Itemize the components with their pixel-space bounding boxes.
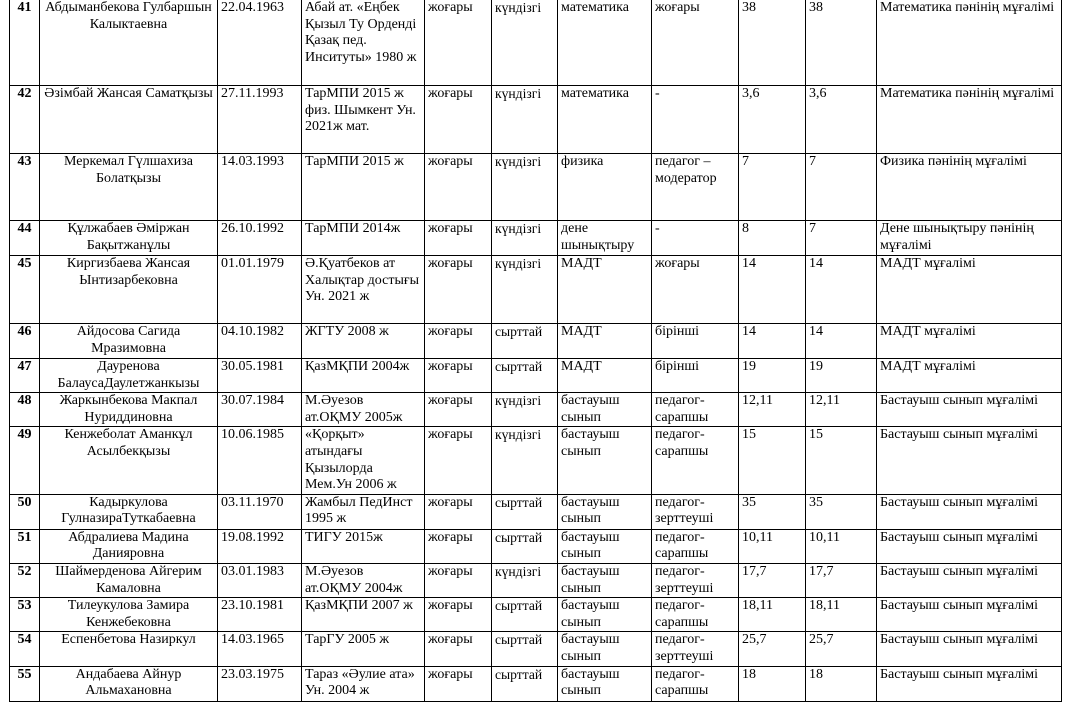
cell-study-form: күндізгі <box>492 221 558 256</box>
cell-birth-date: 30.05.1981 <box>218 359 302 393</box>
cell-row-number: 53 <box>10 598 40 632</box>
cell-pedagogical-experience: 15 <box>806 427 877 494</box>
cell-pedagogical-experience: 35 <box>806 494 877 529</box>
cell-education-level: жоғары <box>425 256 492 324</box>
cell-education: «Қорқыт» атындағы Қызылорда Мем.Ун 2006 ж <box>302 427 425 494</box>
cell-category: педагог-зерттеуші <box>652 563 739 597</box>
cell-education-level: жоғары <box>425 632 492 666</box>
cell-total-experience: 18,11 <box>739 598 806 632</box>
cell-education-level: жоғары <box>425 154 492 221</box>
table-row <box>10 359 1062 393</box>
cell-total-experience: 35 <box>739 494 806 529</box>
cell-total-experience: 3,6 <box>739 86 806 154</box>
cell-full-name: Кадыркулова ГулназираТуткабаевна <box>40 494 218 529</box>
cell-education: ТарМПИ 2015 ж физ. Шымкент Ун. 2021ж мат. <box>302 86 425 154</box>
cell-study-form: күндізгі <box>492 256 558 324</box>
cell-pedagogical-experience: 7 <box>806 154 877 221</box>
staff-table-body <box>10 0 1062 701</box>
cell-birth-date: 10.06.1985 <box>218 427 302 494</box>
cell-education-level: жоғары <box>425 427 492 494</box>
cell-education: ТарМПИ 2015 ж <box>302 154 425 221</box>
cell-row-number: 41 <box>10 0 40 86</box>
cell-birth-date: 23.03.1975 <box>218 666 302 701</box>
cell-category: - <box>652 221 739 256</box>
cell-pedagogical-experience: 25,7 <box>806 632 877 666</box>
cell-education-level: жоғары <box>425 324 492 359</box>
cell-education-level: жоғары <box>425 393 492 427</box>
cell-birth-date: 26.10.1992 <box>218 221 302 256</box>
cell-category: педагог-сарапшы <box>652 393 739 427</box>
cell-category: педагог-сарапшы <box>652 529 739 563</box>
cell-position: Бастауыш сынып мұғалімі <box>877 563 1062 597</box>
cell-category: педагог-сарапшы <box>652 666 739 701</box>
cell-category: жоғары <box>652 0 739 86</box>
cell-specialty: бастауыш сынып <box>558 494 652 529</box>
cell-education-level: жоғары <box>425 359 492 393</box>
cell-full-name: Дауренова БалаусаДаулетжанкызы <box>40 359 218 393</box>
cell-full-name: Киргизбаева Жансая Ынтизарбековна <box>40 256 218 324</box>
cell-education: ТарМПИ 2014ж <box>302 221 425 256</box>
cell-specialty: бастауыш сынып <box>558 529 652 563</box>
cell-total-experience: 15 <box>739 427 806 494</box>
table-row <box>10 221 1062 256</box>
cell-birth-date: 14.03.1965 <box>218 632 302 666</box>
cell-total-experience: 8 <box>739 221 806 256</box>
table-row <box>10 529 1062 563</box>
cell-category: педагог-сарапшы <box>652 427 739 494</box>
cell-education: М.Әуезов ат.ОҚМУ 2004ж <box>302 563 425 597</box>
cell-position: Бастауыш сынып мұғалімі <box>877 632 1062 666</box>
cell-pedagogical-experience: 7 <box>806 221 877 256</box>
cell-birth-date: 03.01.1983 <box>218 563 302 597</box>
cell-category: педагог-зерттеуші <box>652 632 739 666</box>
cell-education-level: жоғары <box>425 494 492 529</box>
cell-full-name: Кенжеболат Аманкұл Асылбекқызы <box>40 427 218 494</box>
cell-study-form: сырттай <box>492 666 558 701</box>
cell-education: ЖГТУ 2008 ж <box>302 324 425 359</box>
cell-study-form: сырттай <box>492 494 558 529</box>
cell-birth-date: 19.08.1992 <box>218 529 302 563</box>
cell-study-form: күндізгі <box>492 86 558 154</box>
cell-position: МАДТ мұғалімі <box>877 256 1062 324</box>
cell-position: МАДТ мұғалімі <box>877 359 1062 393</box>
cell-education-level: жоғары <box>425 598 492 632</box>
cell-row-number: 45 <box>10 256 40 324</box>
cell-full-name: Абдыманбекова Гулбаршын Калыктаевна <box>40 0 218 86</box>
cell-education: ТарГУ 2005 ж <box>302 632 425 666</box>
table-row <box>10 0 1062 86</box>
cell-position: Бастауыш сынып мұғалімі <box>877 529 1062 563</box>
cell-education-level: жоғары <box>425 666 492 701</box>
cell-pedagogical-experience: 38 <box>806 0 877 86</box>
cell-specialty: бастауыш сынып <box>558 632 652 666</box>
table-row <box>10 632 1062 666</box>
cell-full-name: Құлжабаев Әміржан Бақытжанұлы <box>40 221 218 256</box>
cell-education-level: жоғары <box>425 86 492 154</box>
cell-pedagogical-experience: 14 <box>806 256 877 324</box>
cell-position: Бастауыш сынып мұғалімі <box>877 666 1062 701</box>
cell-pedagogical-experience: 18 <box>806 666 877 701</box>
cell-education: Тараз «Әулие ата» Ун. 2004 ж <box>302 666 425 701</box>
cell-pedagogical-experience: 10,11 <box>806 529 877 563</box>
cell-birth-date: 27.11.1993 <box>218 86 302 154</box>
cell-education: ТИГУ 2015ж <box>302 529 425 563</box>
cell-total-experience: 19 <box>739 359 806 393</box>
cell-specialty: бастауыш сынып <box>558 563 652 597</box>
cell-pedagogical-experience: 12,11 <box>806 393 877 427</box>
cell-row-number: 54 <box>10 632 40 666</box>
cell-study-form: сырттай <box>492 529 558 563</box>
cell-pedagogical-experience: 3,6 <box>806 86 877 154</box>
cell-study-form: күндізгі <box>492 0 558 86</box>
cell-specialty: физика <box>558 154 652 221</box>
cell-position: МАДТ мұғалімі <box>877 324 1062 359</box>
cell-category: педагог-сарапшы <box>652 598 739 632</box>
cell-full-name: Жаркынбекова Макпал Нуриддиновна <box>40 393 218 427</box>
cell-total-experience: 14 <box>739 324 806 359</box>
cell-study-form: сырттай <box>492 598 558 632</box>
table-row <box>10 666 1062 701</box>
table-row <box>10 563 1062 597</box>
cell-pedagogical-experience: 18,11 <box>806 598 877 632</box>
table-row <box>10 598 1062 632</box>
cell-position: Математика пәнінің мұғалімі <box>877 86 1062 154</box>
cell-education-level: жоғары <box>425 563 492 597</box>
table-row <box>10 324 1062 359</box>
cell-row-number: 46 <box>10 324 40 359</box>
cell-specialty: бастауыш сынып <box>558 393 652 427</box>
cell-specialty: бастауыш сынып <box>558 427 652 494</box>
cell-study-form: сырттай <box>492 632 558 666</box>
cell-education: Жамбыл ПедИнст 1995 ж <box>302 494 425 529</box>
cell-specialty: МАДТ <box>558 359 652 393</box>
cell-birth-date: 23.10.1981 <box>218 598 302 632</box>
cell-pedagogical-experience: 14 <box>806 324 877 359</box>
cell-full-name: Абдралиева Мадина Данияровна <box>40 529 218 563</box>
table-row <box>10 427 1062 494</box>
cell-category: педагог-зерттеуші <box>652 494 739 529</box>
cell-category: бірінші <box>652 359 739 393</box>
cell-birth-date: 30.07.1984 <box>218 393 302 427</box>
cell-specialty: МАДТ <box>558 256 652 324</box>
cell-education: Абай ат. «Еңбек Қызыл Ту Орденді Қазақ пед. Инситуты» 1980 ж <box>302 0 425 86</box>
cell-total-experience: 12,11 <box>739 393 806 427</box>
cell-full-name: Андабаева Айнур Альмахановна <box>40 666 218 701</box>
cell-row-number: 42 <box>10 86 40 154</box>
cell-specialty: математика <box>558 86 652 154</box>
cell-total-experience: 25,7 <box>739 632 806 666</box>
table-row <box>10 154 1062 221</box>
cell-total-experience: 7 <box>739 154 806 221</box>
cell-position: Бастауыш сынып мұғалімі <box>877 393 1062 427</box>
cell-row-number: 49 <box>10 427 40 494</box>
cell-position: Дене шынықтыру пәнінің мұғалімі <box>877 221 1062 256</box>
cell-study-form: күндізгі <box>492 563 558 597</box>
table-row <box>10 393 1062 427</box>
table-row <box>10 86 1062 154</box>
cell-full-name: Тилеукулова Замира Кенжебековна <box>40 598 218 632</box>
cell-study-form: күндізгі <box>492 154 558 221</box>
table-row <box>10 494 1062 529</box>
cell-education: ҚазМҚПИ 2004ж <box>302 359 425 393</box>
cell-study-form: сырттай <box>492 359 558 393</box>
cell-full-name: Шаймерденова Айгерим Камаловна <box>40 563 218 597</box>
cell-full-name: Еспенбетова Назиркул <box>40 632 218 666</box>
cell-specialty: бастауыш сынып <box>558 598 652 632</box>
cell-row-number: 51 <box>10 529 40 563</box>
cell-row-number: 52 <box>10 563 40 597</box>
cell-row-number: 55 <box>10 666 40 701</box>
cell-category: педагог – модератор <box>652 154 739 221</box>
cell-category: жоғары <box>652 256 739 324</box>
cell-birth-date: 04.10.1982 <box>218 324 302 359</box>
cell-total-experience: 10,11 <box>739 529 806 563</box>
cell-full-name: Меркемал Гүлшахиза Болатқызы <box>40 154 218 221</box>
cell-specialty: МАДТ <box>558 324 652 359</box>
cell-position: Математика пәнінің мұғалімі <box>877 0 1062 86</box>
cell-row-number: 48 <box>10 393 40 427</box>
cell-row-number: 44 <box>10 221 40 256</box>
cell-specialty: математика <box>558 0 652 86</box>
staff-table <box>9 0 1062 702</box>
cell-education-level: жоғары <box>425 529 492 563</box>
cell-study-form: күндізгі <box>492 427 558 494</box>
cell-position: Физика пәнінің мұғалімі <box>877 154 1062 221</box>
cell-row-number: 43 <box>10 154 40 221</box>
cell-category: - <box>652 86 739 154</box>
cell-education-level: жоғары <box>425 0 492 86</box>
cell-position: Бастауыш сынып мұғалімі <box>877 598 1062 632</box>
cell-pedagogical-experience: 17,7 <box>806 563 877 597</box>
table-row <box>10 256 1062 324</box>
cell-position: Бастауыш сынып мұғалімі <box>877 427 1062 494</box>
cell-category: бірінші <box>652 324 739 359</box>
cell-education: ҚазМҚПИ 2007 ж <box>302 598 425 632</box>
cell-education: М.Әуезов ат.ОҚМУ 2005ж <box>302 393 425 427</box>
cell-total-experience: 14 <box>739 256 806 324</box>
cell-birth-date: 22.04.1963 <box>218 0 302 86</box>
cell-full-name: Айдосова Сагида Мразимовна <box>40 324 218 359</box>
cell-birth-date: 14.03.1993 <box>218 154 302 221</box>
cell-education: Ә.Қуатбеков ат Халықтар достығы Ун. 2021 ж <box>302 256 425 324</box>
cell-study-form: күндізгі <box>492 393 558 427</box>
cell-row-number: 47 <box>10 359 40 393</box>
cell-education-level: жоғары <box>425 221 492 256</box>
cell-total-experience: 18 <box>739 666 806 701</box>
cell-birth-date: 01.01.1979 <box>218 256 302 324</box>
cell-study-form: сырттай <box>492 324 558 359</box>
cell-total-experience: 17,7 <box>739 563 806 597</box>
cell-specialty: бастауыш сынып <box>558 666 652 701</box>
cell-specialty: дене шынықтыру <box>558 221 652 256</box>
cell-row-number: 50 <box>10 494 40 529</box>
cell-total-experience: 38 <box>739 0 806 86</box>
cell-birth-date: 03.11.1970 <box>218 494 302 529</box>
cell-full-name: Әзімбай Жансая Саматқызы <box>40 86 218 154</box>
cell-position: Бастауыш сынып мұғалімі <box>877 494 1062 529</box>
cell-pedagogical-experience: 19 <box>806 359 877 393</box>
